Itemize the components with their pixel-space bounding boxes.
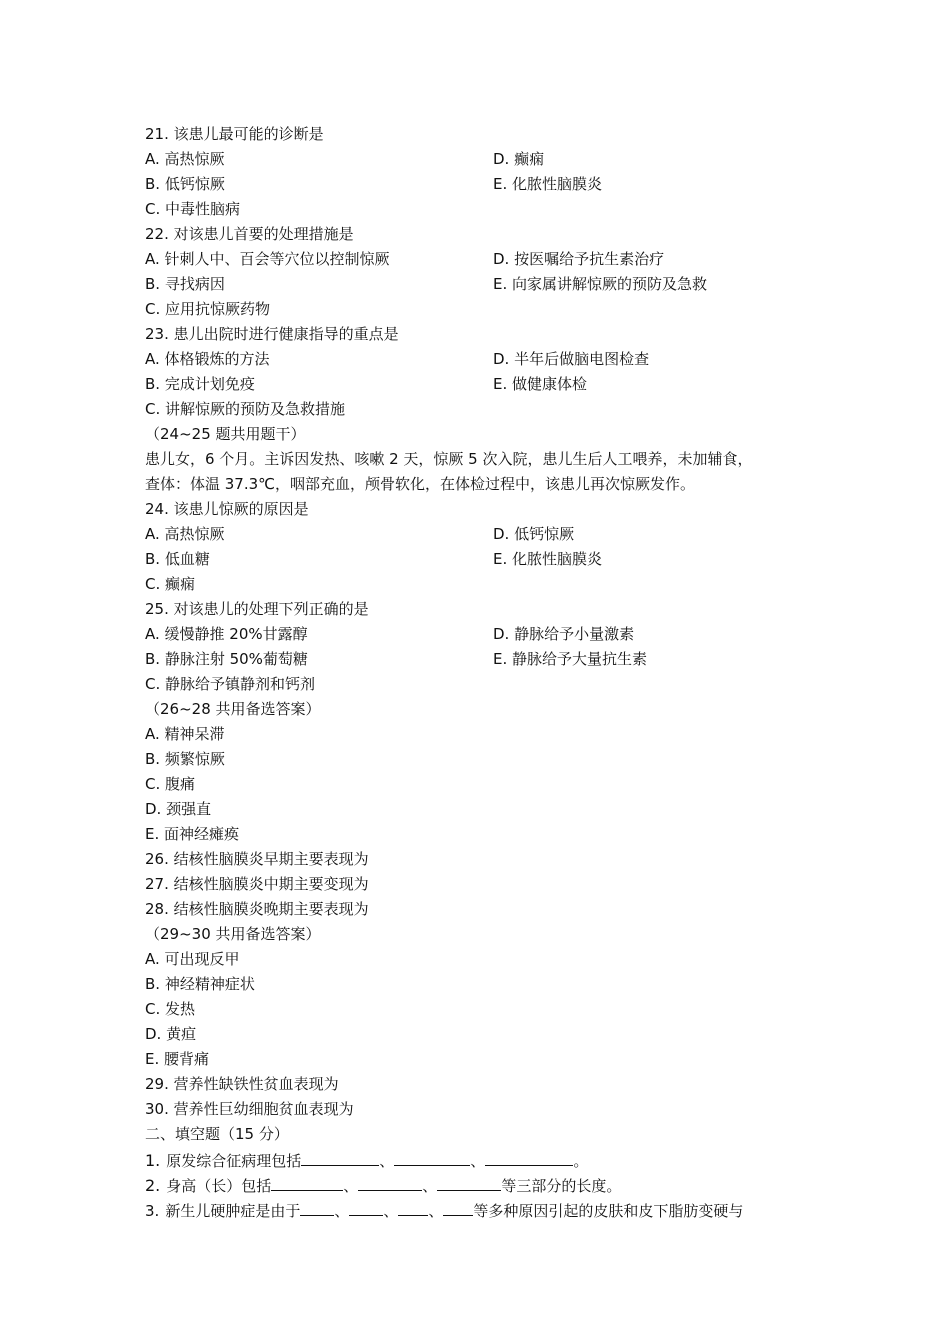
question-23-stem: 23. 患儿出院时进行健康指导的重点是: [145, 325, 399, 343]
option-d: D. 低钙惊厥: [493, 525, 575, 543]
option-e: E. 静脉给予大量抗生素: [493, 650, 648, 668]
separator: 、: [428, 1202, 444, 1220]
group-26-28-header: （26~28 共用备选答案）: [145, 700, 321, 718]
option-e: E. 化脓性脑膜炎: [493, 550, 603, 568]
option-c: C. 中毒性脑病: [145, 200, 241, 218]
separator: 、: [379, 1152, 395, 1170]
question-24-stem: 24. 该患儿惊厥的原因是: [145, 500, 309, 518]
question-30-stem: 30. 营养性巨幼细胞贫血表现为: [145, 1100, 354, 1118]
question-24-row-1: [145, 522, 825, 547]
shared-option-c: C. 发热: [145, 1000, 196, 1018]
question-27-stem: 27. 结核性脑膜炎中期主要变现为: [145, 875, 369, 893]
case-description-line-2: 查体：体温 37.3℃，咽部充血，颅骨软化，在体检过程中，该患儿再次惊厥发作。: [145, 475, 696, 493]
shared-option-d: D. 颈强直: [145, 800, 212, 818]
question-25-row-1: [145, 622, 825, 647]
option-a: A. 缓慢静推 20%甘露醇: [145, 625, 308, 643]
blank-line: [349, 1197, 383, 1216]
option-b: B. 静脉注射 50%葡萄糖: [145, 650, 308, 668]
option-d: D. 癫痫: [493, 150, 545, 168]
shared-option-d: D. 黄疸: [145, 1025, 197, 1043]
fill-blank-2: [145, 1172, 825, 1197]
fill-blank-1: [145, 1147, 825, 1172]
question-21-row-1: [145, 147, 825, 172]
shared-option-c: C. 腹痛: [145, 775, 196, 793]
fill-text: 原发综合征病理包括: [166, 1152, 302, 1170]
option-e: E. 向家属讲解惊厥的预防及急救: [493, 275, 708, 293]
question-26-stem: 26. 结核性脑膜炎早期主要表现为: [145, 850, 369, 868]
question-24-row-2: [145, 547, 825, 572]
option-e: E. 化脓性脑膜炎: [493, 175, 603, 193]
fill-blank-3: [145, 1197, 825, 1222]
question-25-row-2: [145, 647, 825, 672]
question-23-row-2: [145, 372, 825, 397]
question-22-row-2: [145, 272, 825, 297]
section-2-title: 二、填空题（15 分）: [145, 1125, 289, 1143]
question-24-row-3: [145, 572, 825, 597]
question-28-stem: 28. 结核性脑膜炎晚期主要表现为: [145, 900, 369, 918]
question-21-row-2: [145, 172, 825, 197]
fill-number: 2.: [145, 1176, 161, 1195]
option-c: C. 应用抗惊厥药物: [145, 300, 271, 318]
group-24-25-header: （24~25 题共用题干）: [145, 425, 306, 443]
blank-line: [300, 1197, 334, 1216]
fill-text: 身高（长）包括: [166, 1177, 272, 1195]
blank-line: [358, 1172, 422, 1191]
shared-option-e: E. 面神经瘫痪: [145, 825, 240, 843]
blank-line: [271, 1172, 343, 1191]
shared-option-a: A. 精神呆滞: [145, 725, 225, 743]
separator: 、: [470, 1152, 486, 1170]
question-22-stem: 22. 对该患儿首要的处理措施是: [145, 225, 354, 243]
fill-text-end: 。: [573, 1152, 589, 1170]
exam-content: [145, 122, 825, 1222]
option-b: B. 低钙惊厥: [145, 175, 225, 193]
fill-number: 1.: [145, 1151, 161, 1170]
question-25-stem: 25. 对该患儿的处理下列正确的是: [145, 600, 369, 618]
blank-line: [443, 1197, 473, 1216]
separator: 、: [343, 1177, 359, 1195]
question-25-row-3: [145, 672, 825, 697]
separator: 、: [383, 1202, 399, 1220]
option-a: A. 高热惊厥: [145, 150, 225, 168]
case-description-line-1: 患儿女，6 个月。主诉因发热、咳嗽 2 天，惊厥 5 次入院，患儿生后人工喂养，未加辅食，: [145, 450, 753, 468]
question-29-stem: 29. 营养性缺铁性贫血表现为: [145, 1075, 339, 1093]
option-a: A. 高热惊厥: [145, 525, 225, 543]
fill-number: 3.: [145, 1202, 160, 1220]
question-21-row-3: [145, 197, 825, 222]
question-22-row-3: [145, 297, 825, 322]
question-22-row-1: [145, 247, 825, 272]
separator: 、: [422, 1177, 438, 1195]
option-d: D. 按医嘱给予抗生素治疗: [493, 250, 665, 268]
option-c: C. 癫痫: [145, 575, 196, 593]
option-a: A. 针刺人中、百会等穴位以控制惊厥: [145, 250, 390, 268]
option-d: D. 静脉给予小量激素: [493, 625, 635, 643]
option-c: C. 讲解惊厥的预防及急救措施: [145, 400, 346, 418]
option-e: E. 做健康体检: [493, 375, 588, 393]
shared-option-b: B. 频繁惊厥: [145, 750, 225, 768]
blank-line: [398, 1197, 428, 1216]
shared-option-a: A. 可出现反甲: [145, 950, 240, 968]
question-23-row-1: [145, 347, 825, 372]
shared-option-e: E. 腰背痛: [145, 1050, 210, 1068]
option-b: B. 寻找病因: [145, 275, 225, 293]
option-a: A. 体格锻炼的方法: [145, 350, 270, 368]
blank-line: [394, 1147, 470, 1166]
blank-line: [301, 1147, 379, 1166]
blank-line: [437, 1172, 501, 1191]
shared-option-b: B. 神经精神症状: [145, 975, 255, 993]
fill-text-end: 等多种原因引起的皮肤和皮下脂肪变硬与: [473, 1202, 744, 1220]
blank-line: [485, 1147, 573, 1166]
option-d: D. 半年后做脑电图检查: [493, 350, 650, 368]
fill-text: 新生儿硬肿症是由于: [165, 1202, 301, 1220]
option-b: B. 低血糖: [145, 550, 210, 568]
fill-text-end: 等三部分的长度。: [501, 1177, 622, 1195]
question-21-stem: 21. 该患儿最可能的诊断是: [145, 125, 324, 143]
group-29-30-header: （29~30 共用备选答案）: [145, 925, 321, 943]
question-23-row-3: [145, 397, 825, 422]
option-c: C. 静脉给予镇静剂和钙剂: [145, 675, 316, 693]
option-b: B. 完成计划免疫: [145, 375, 255, 393]
separator: 、: [334, 1202, 350, 1220]
